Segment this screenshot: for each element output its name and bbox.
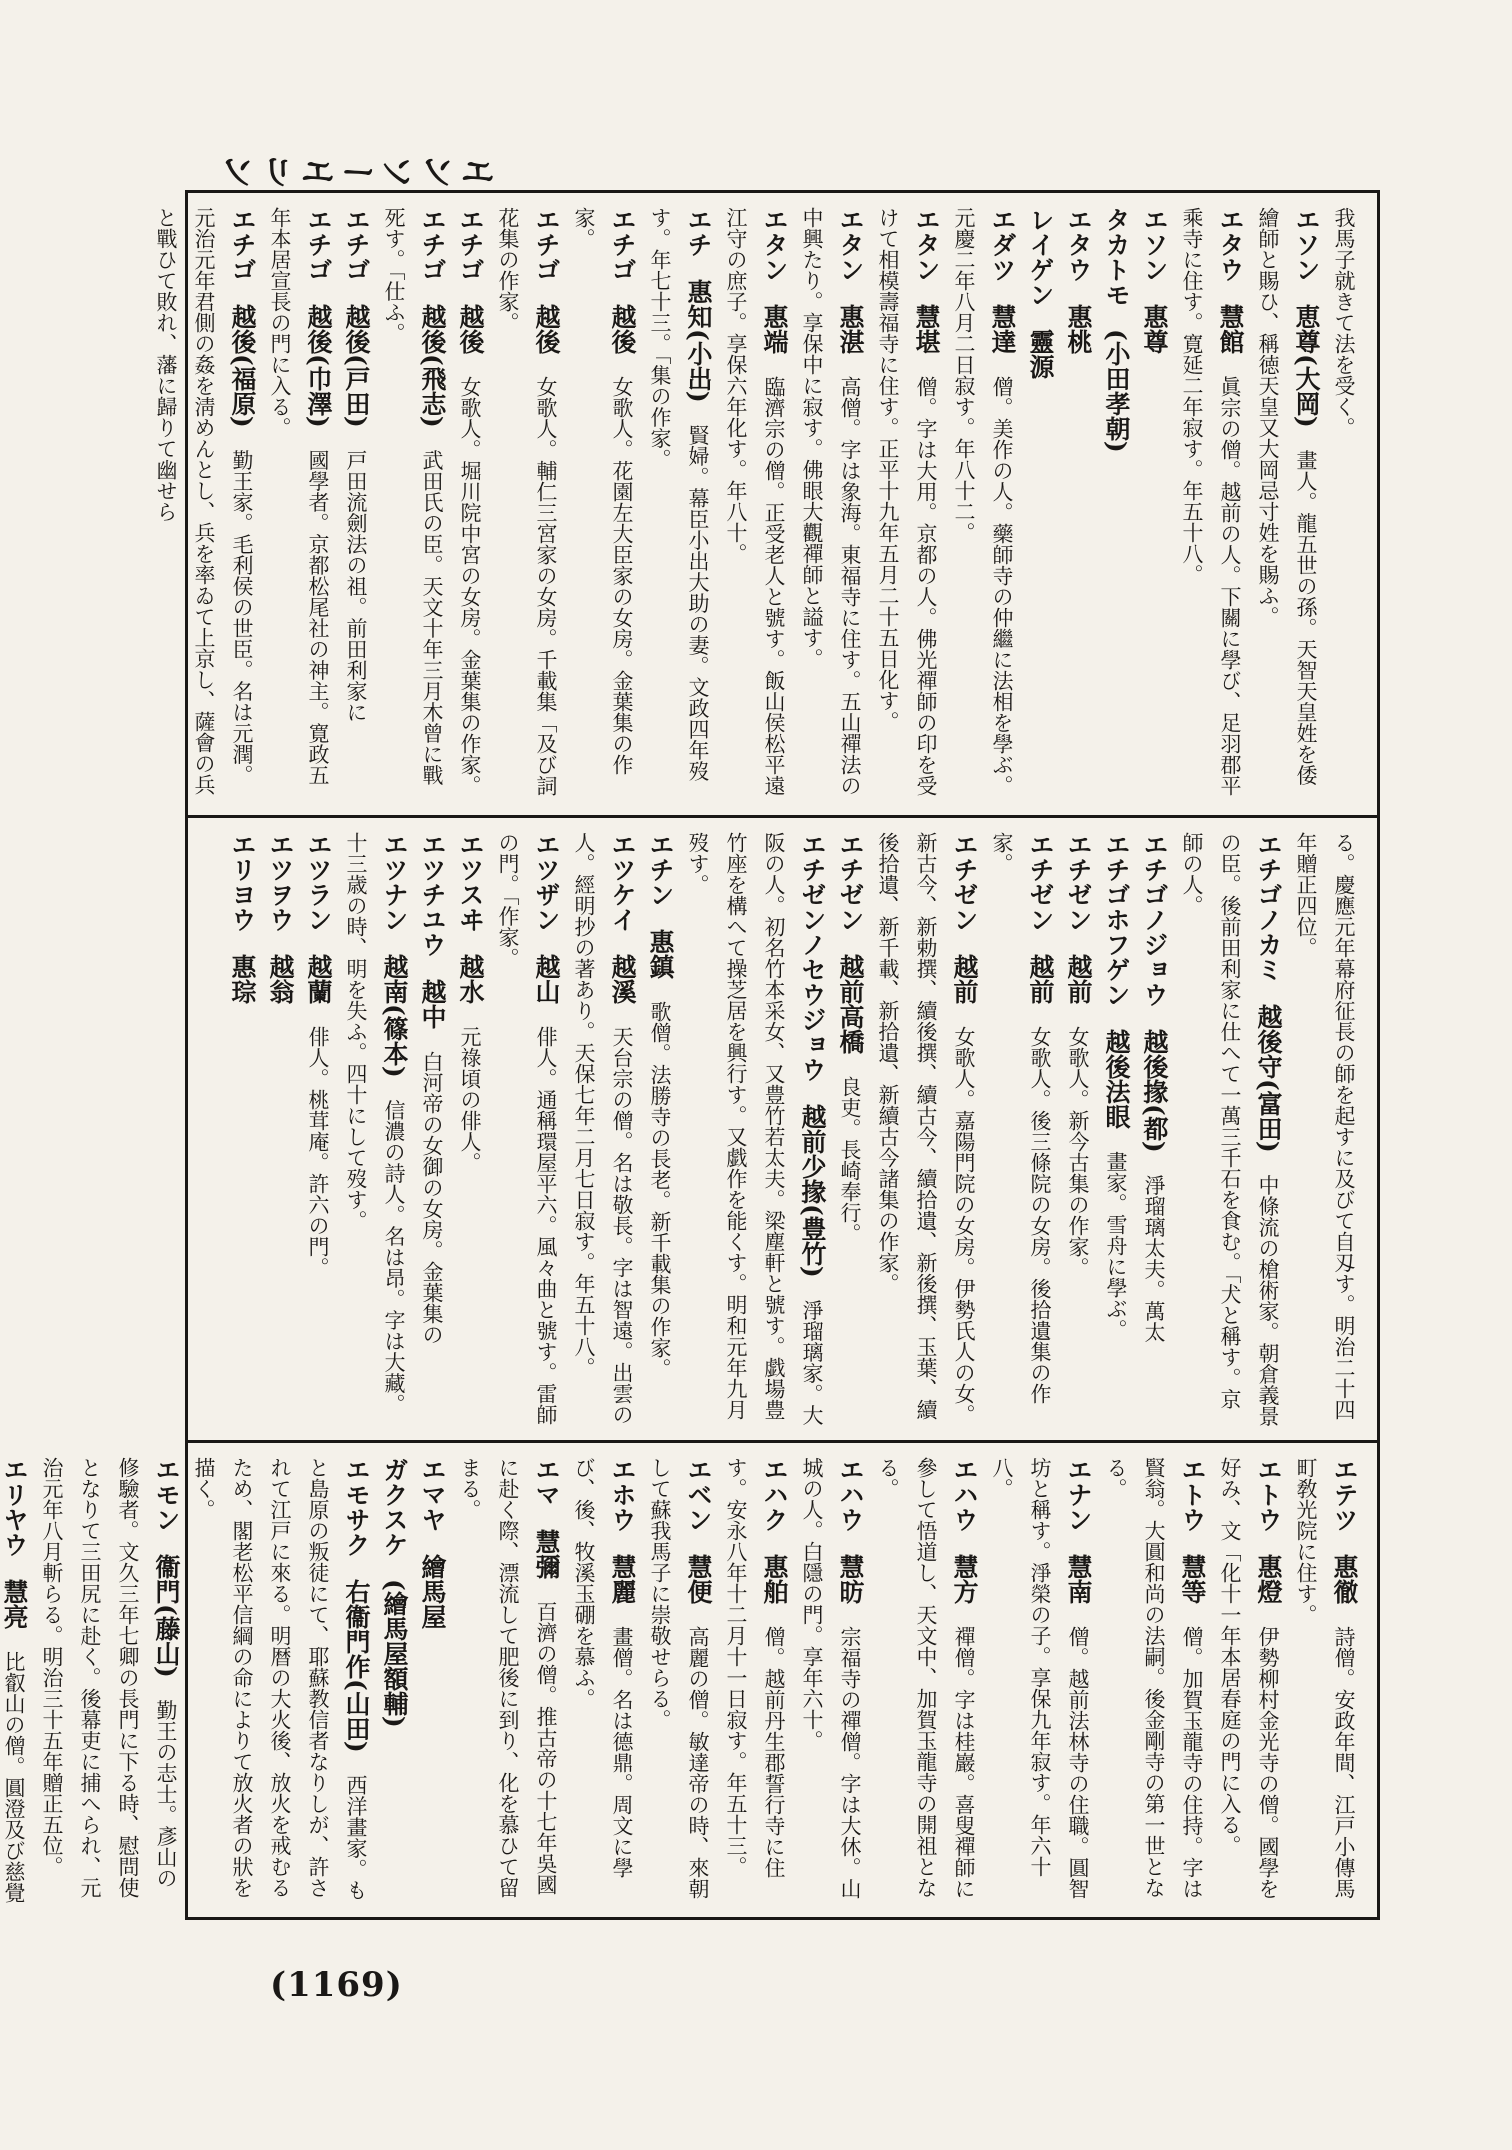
entry-headword: 繪馬屋 bbox=[418, 1554, 447, 1629]
entry-headword: 惠燈 bbox=[1254, 1554, 1283, 1604]
entry-headword: 慧昉 bbox=[836, 1554, 865, 1604]
dictionary-entry bbox=[1059, 207, 1097, 805]
entry-definition: 勤王の志士。彥山の修驗者。文久三年七卿の長門に下る時、慰問使となりて三田尻に赴く。後幕吏に捕へられ、元治元年八月斬らる。明治三十五年贈正五位。 bbox=[40, 1457, 178, 1898]
entry-headword: 越後 bbox=[532, 304, 561, 354]
entry-reading: エチゴ bbox=[456, 207, 485, 282]
running-head: エソンーエリソ bbox=[215, 153, 495, 193]
entry-headword: 越後(飛志) bbox=[418, 304, 447, 428]
entry-reading: エナン bbox=[1064, 1457, 1093, 1532]
entry-definition: 賢婦。幕臣小出大助の妻。文政四年歿す。年七十三。「集の作家。 bbox=[648, 207, 710, 782]
dictionary-entry bbox=[1211, 1457, 1287, 1908]
band-top bbox=[154, 193, 1377, 818]
dictionary-entry bbox=[451, 207, 489, 805]
entry-definition: 比叡山の僧。圓澄及び慈覺 bbox=[2, 1651, 26, 1903]
entry-definition: 僧。美作の人。藥師寺の仲繼に法相を學ぶ。元慶二年八月二日寂す。年八十二。 bbox=[952, 207, 1014, 796]
entry-reading: エツナン bbox=[380, 832, 409, 932]
entry-headword: 恵尊(大岡) bbox=[1292, 304, 1321, 428]
entry-reading: エマ bbox=[532, 1457, 561, 1507]
entry-reading: エホウ bbox=[608, 1457, 637, 1532]
dictionary-entry bbox=[641, 207, 717, 805]
entry-reading: エチゼン bbox=[1026, 832, 1055, 932]
entry-reading: ガクスケ bbox=[380, 1457, 409, 1557]
entry-reading: エダツ bbox=[988, 207, 1017, 282]
entry-headword: (小田孝朝) bbox=[1102, 329, 1131, 453]
entry-headword: 慧麗 bbox=[608, 1554, 637, 1604]
entry-headword: 惠湛 bbox=[836, 304, 865, 354]
entry-headword: 慧亮 bbox=[0, 1579, 29, 1629]
entry-definition: 高麗の僧。敏達帝の時、來朝して蘇我馬子に崇敬せらる。 bbox=[648, 1457, 710, 1899]
entry-headword: 越南(篠本) bbox=[380, 954, 409, 1078]
entry-definition: 僧。字は大用。京都の人。佛光禪師の印を受けて相模壽福寺に住す。正平十九年五月二十五日化す。 bbox=[876, 207, 938, 796]
entry-headword: 越後掾(都) bbox=[1140, 1029, 1169, 1153]
entry-definition: 女歌人。新今古集の作家。 bbox=[1066, 1026, 1090, 1278]
entry-definition: 良吏。長崎奉行。 bbox=[838, 1076, 862, 1244]
dictionary-entry bbox=[489, 832, 565, 1430]
entry-definition: 宗福寺の禪僧。字は大休。山城の人。白隱の門。享年六十。 bbox=[800, 1457, 862, 1899]
entry-reading: エハウ bbox=[836, 1457, 865, 1532]
entry-reading: エハク bbox=[760, 1457, 789, 1532]
entry-headword: 惠尊 bbox=[1140, 304, 1169, 354]
entry-headword: 越前少掾(豊竹) bbox=[798, 1104, 827, 1278]
dictionary-entry bbox=[375, 207, 451, 805]
dictionary-entry bbox=[1097, 832, 1135, 1430]
entry-headword: 惠知(小出) bbox=[684, 279, 713, 403]
dictionary-entry bbox=[1325, 207, 1363, 805]
entry-headword: 慧便 bbox=[684, 1554, 713, 1604]
entry-headword: 慧達 bbox=[988, 304, 1017, 354]
entry-definition: 僧。越前丹生郡誓行寺に住す。安永八年十二月十一日寂す。年五十三。 bbox=[724, 1457, 786, 1878]
entry-reading: エタン bbox=[760, 207, 789, 282]
entry-headword: 惠舶 bbox=[760, 1554, 789, 1604]
dictionary-entry bbox=[337, 207, 375, 805]
entry-reading: エチゴ bbox=[608, 207, 637, 282]
entry-definition: 伊勢柳村金光寺の僧。國學を好み、文「化十一年本居春庭の門に入る。 bbox=[1218, 1457, 1280, 1899]
entry-reading: エチゴ bbox=[418, 207, 447, 282]
entry-headword: 越翁 bbox=[266, 954, 295, 1004]
entry-headword: 慧南 bbox=[1064, 1554, 1093, 1604]
entry-definition: 詩僧。安政年間、江戸小傳馬町敎光院に住す。 bbox=[1294, 1457, 1356, 1899]
dictionary-entry bbox=[375, 1457, 413, 1908]
entry-reading: エチゴ bbox=[304, 207, 333, 282]
dictionary-entry bbox=[793, 1457, 869, 1908]
entry-reading: エタウ bbox=[1064, 207, 1093, 282]
entry-headword: 越後 bbox=[456, 304, 485, 354]
entry-reading: エトウ bbox=[1178, 1457, 1207, 1532]
entry-headword: 衞門(藤山) bbox=[152, 1554, 181, 1678]
dictionary-entry bbox=[185, 1457, 375, 1908]
dictionary-entry bbox=[641, 1457, 717, 1908]
entry-headword: 越蘭 bbox=[304, 954, 333, 1004]
entry-definition: 我馬子就きて法を受く。 bbox=[1332, 207, 1356, 438]
band-middle bbox=[188, 818, 1377, 1443]
entry-headword: 慧館 bbox=[1216, 304, 1245, 354]
entry-definition: 信濃の詩人。名は昂。字は大藏。十三歳の時、明を失ふ。四十にして歿す。 bbox=[344, 832, 406, 1415]
entry-definition: 女歌人。嘉陽門院の女房。伊勢氏人の女。新古今、新勅撰、續後撰、續古今、續拾遺、新後撰、玉葉、續後拾遺、新千載、新拾遺、新續古今諸集の作家。 bbox=[876, 832, 976, 1425]
entry-definition: 畫人。龍五世の孫。天智天皇姓を倭繪師と賜ひ、稱徳天皇又大岡忌寸姓を賜ふ。 bbox=[1256, 207, 1318, 786]
entry-reading: エチゴホフゲン bbox=[1102, 832, 1131, 1007]
dictionary-entry bbox=[717, 207, 793, 805]
entry-reading: エチゴ bbox=[342, 207, 371, 282]
entry-headword: 惠桃 bbox=[1064, 304, 1093, 354]
dictionary-entry bbox=[1135, 832, 1173, 1430]
entry-headword: 惠鎮 bbox=[646, 929, 675, 979]
entry-headword: 越前 bbox=[1026, 954, 1055, 1004]
entry-headword: 越後(福原) bbox=[228, 304, 257, 428]
entry-reading: エトウ bbox=[1254, 1457, 1283, 1532]
entry-definition: 僧。加賀玉龍寺の住持。字は賢翁。大圓和尚の法嗣。後金剛寺の第一世となる。 bbox=[1104, 1457, 1204, 1899]
entry-definition: 國學者。京都松尾社の神主。寛政五年本居宣長の門に入る。 bbox=[268, 207, 330, 786]
entry-reading: エチン bbox=[646, 832, 675, 907]
entry-reading: エチゼン bbox=[836, 832, 865, 932]
entry-definition: 臨濟宗の僧。正受老人と號す。飯山侯松平遠江守の庶子。享保六年化す。年八十。 bbox=[724, 207, 786, 796]
dictionary-entry bbox=[1059, 832, 1097, 1430]
entry-definition: 西洋畫家。もと島原の叛徒にて、耶蘇教信者なりしが、許されて江戸に來る。明暦の大火後、放火を戒むるため、閣老松平信綱の命によりて放火者の狀を描く。 bbox=[192, 1457, 368, 1901]
entry-definition: 女歌人。花園左大臣家の女房。金葉集の作家。 bbox=[572, 207, 634, 775]
entry-headword: 慧彌 bbox=[532, 1529, 561, 1579]
entry-reading: エツチユウ bbox=[418, 832, 447, 957]
dictionary-entry bbox=[945, 207, 1021, 805]
dictionary-entry bbox=[223, 832, 261, 1430]
entry-headword: 越前 bbox=[1064, 954, 1093, 1004]
entry-headword: 慧等 bbox=[1178, 1554, 1207, 1604]
dictionary-entry bbox=[261, 207, 337, 805]
entry-headword: 越後(巾澤) bbox=[304, 304, 333, 428]
entry-headword: 越後(戸田) bbox=[342, 304, 371, 428]
entry-definition: 中條流の槍術家。朝倉義景の臣。後前田利家に仕へて一萬三千石を食む。「犬と稱す。京師の人。 bbox=[1180, 832, 1280, 1427]
dictionary-entry bbox=[1287, 832, 1363, 1430]
dictionary-entry bbox=[451, 832, 489, 1430]
entry-definition: 淨瑠璃家。大阪の人。初名竹本采女、又豊竹若太夫。梁塵軒と號す。戯場豊竹座を構へて操芝居を興行す。又戯作を能くす。明和元年九月歿す。 bbox=[686, 832, 824, 1426]
dictionary-entry bbox=[679, 832, 831, 1430]
dictionary-entry bbox=[565, 207, 641, 805]
entry-reading: エチゴノカミ bbox=[1254, 832, 1283, 982]
entry-definition: 畫家。雪舟に學ぶ。 bbox=[1104, 1151, 1128, 1340]
entry-definition: 眞宗の僧。越前の人。下關に學び、足羽郡平乘寺に住す。寛延二年寂す。年五十八。 bbox=[1180, 207, 1242, 796]
entry-reading: エチゴ bbox=[228, 207, 257, 282]
dictionary-entry bbox=[261, 832, 299, 1430]
dictionary-entry bbox=[983, 1457, 1097, 1908]
dictionary-entry bbox=[299, 832, 337, 1430]
entry-definition: 禪僧。字は桂巖。喜叟禪師に參して悟道し、天文中、加賀玉龍寺の開祖となる。 bbox=[876, 1457, 976, 1899]
entry-reading: エソン bbox=[1140, 207, 1169, 282]
dictionary-entry bbox=[565, 832, 641, 1430]
entry-headword: 越後 bbox=[608, 304, 637, 354]
entry-reading: エテツ bbox=[1330, 1457, 1359, 1532]
dictionary-entry bbox=[1173, 207, 1249, 805]
entry-reading: エチゼン bbox=[950, 832, 979, 932]
entry-headword: 越前高橋 bbox=[836, 954, 865, 1054]
dictionary-entry bbox=[413, 1457, 451, 1908]
text-frame bbox=[0, 190, 1380, 1920]
entry-headword: 越水 bbox=[456, 954, 485, 1004]
entry-reading: エタン bbox=[836, 207, 865, 282]
entry-reading: エチ bbox=[684, 207, 713, 257]
entry-definition: 俳人。桃茸庵。許六の門。 bbox=[306, 1026, 330, 1278]
entry-reading: エマヤ bbox=[418, 1457, 447, 1532]
entry-definition: 歌僧。法勝寺の長老。新千載集の作家。 bbox=[648, 1001, 672, 1379]
entry-headword: 越溪 bbox=[608, 954, 637, 1004]
entry-headword: 慧方 bbox=[950, 1554, 979, 1604]
dictionary-entry bbox=[1135, 207, 1173, 805]
dictionary-entry bbox=[1287, 1457, 1363, 1908]
entry-headword: 越後守(富田) bbox=[1254, 1004, 1283, 1153]
dictionary-entry bbox=[1021, 207, 1059, 805]
dictionary-entry bbox=[147, 207, 261, 805]
entry-definition: 元祿頃の俳人。 bbox=[458, 1026, 482, 1173]
entry-reading: エリヤウ bbox=[0, 1457, 29, 1557]
dictionary-entry bbox=[869, 207, 945, 805]
dictionary-entry bbox=[641, 832, 679, 1430]
dictionary-entry bbox=[489, 207, 565, 805]
dictionary-entry bbox=[1173, 832, 1287, 1430]
entry-definition: 女歌人。輔仁三宮家の女房。千載集「及び詞花集の作家。 bbox=[496, 207, 558, 796]
dictionary-entry bbox=[831, 832, 869, 1430]
dictionary-entry bbox=[1097, 1457, 1211, 1908]
entry-definition: 勤王家。毛利侯の世臣。名は元潤。元治元年君側の姦を淸めんとし、兵を率ゐて上京し、薩會の兵と戰ひて敗れ、藩に歸りて幽せら bbox=[154, 207, 254, 795]
entry-reading: エチゴ bbox=[532, 207, 561, 282]
dictionary-entry bbox=[1249, 207, 1325, 805]
entry-reading: エチゼン bbox=[1064, 832, 1093, 932]
entry-reading: エツヲウ bbox=[266, 832, 295, 932]
dictionary-entry bbox=[413, 832, 451, 1430]
entry-headword: 惠端 bbox=[760, 304, 789, 354]
entry-reading: エチゴノジョウ bbox=[1140, 832, 1169, 1007]
dictionary-entry bbox=[0, 1457, 33, 1908]
entry-headword: 右衞門作(山田) bbox=[342, 1579, 371, 1753]
entry-definition: 淨瑠璃太夫。萬太 bbox=[1142, 1174, 1166, 1343]
entry-definition: 高僧。字は象海。東福寺に住す。五山禪法の中興たり。享保中に寂す。佛眼大觀禪師と謚す。 bbox=[800, 207, 862, 796]
dictionary-entry bbox=[337, 832, 413, 1430]
entry-reading: エモン bbox=[152, 1457, 181, 1532]
entry-definition: 戸田流劍法の祖。前田利家に bbox=[344, 449, 368, 723]
entry-reading: エリヨウ bbox=[228, 832, 257, 932]
entry-headword: 慧堪 bbox=[912, 304, 941, 354]
entry-definition: 武田氏の臣。天文十年三月木曾に戰死す。「仕ふ。 bbox=[382, 207, 444, 786]
dictionary-entry bbox=[33, 1457, 185, 1908]
entry-reading: エツケイ bbox=[608, 832, 637, 932]
entry-definition: 女歌人。後三條院の女房。後拾遺集の作家。 bbox=[990, 832, 1052, 1404]
entry-headword: 越後法眼 bbox=[1102, 1029, 1131, 1129]
entry-reading: エハウ bbox=[950, 1457, 979, 1532]
entry-reading: エモサク bbox=[342, 1457, 371, 1557]
entry-definition: 僧。越前法林寺の住職。圓智坊と稱す。淨榮の子。享保九年寂す。年六十八。 bbox=[990, 1457, 1090, 1899]
entry-reading: エツスヰ bbox=[456, 832, 485, 932]
entry-reading: レイゲン bbox=[1026, 207, 1055, 307]
dictionary-entry bbox=[717, 1457, 793, 1908]
entry-reading: エチゼンノセウジョウ bbox=[798, 832, 827, 1082]
entry-reading: エタウ bbox=[1216, 207, 1245, 282]
entry-definition: 天台宗の僧。名は敬長。字は智遠。出雲の人。經明抄の著あり。天保七年二月七日寂す。年五十八。 bbox=[572, 832, 634, 1425]
entry-reading: エベン bbox=[684, 1457, 713, 1532]
entry-headword: 越前 bbox=[950, 954, 979, 1004]
entry-definition: る。慶應元年幕府征長の師を起すに及びて自刄す。明治二十四年贈正四位。 bbox=[1294, 832, 1356, 1420]
entry-reading: エタン bbox=[912, 207, 941, 282]
page-number: (1169) bbox=[270, 1965, 403, 2005]
dictionary-entry bbox=[1097, 207, 1135, 805]
entry-headword: 越山 bbox=[532, 954, 561, 1004]
entry-headword: 惠徹 bbox=[1330, 1554, 1359, 1604]
entry-reading: エツザン bbox=[532, 832, 561, 932]
dictionary-entry bbox=[565, 1457, 641, 1908]
dictionary-entry bbox=[451, 1457, 565, 1908]
band-bottom bbox=[0, 1443, 1377, 1918]
dictionary-entry bbox=[793, 207, 869, 805]
entry-reading: エツラン bbox=[304, 832, 333, 932]
entry-definition: 畫僧。名は德鼎。周文に學び、後、牧溪玉硼を慕ふ。 bbox=[572, 1457, 634, 1878]
entry-definition: 百濟の僧。推古帝の十七年吳國に赴く際、漂流して肥後に到り、化を慕ひて留まる。 bbox=[458, 1457, 558, 1898]
dictionary-entry bbox=[869, 832, 983, 1430]
entry-definition: 女歌人。堀川院中宮の女房。金葉集の作家。 bbox=[458, 376, 482, 796]
entry-headword: 惠琮 bbox=[228, 954, 257, 1004]
entry-definition: 白河帝の女御の女房。金葉集の bbox=[420, 1051, 444, 1345]
entry-headword: (繪馬屋額輔) bbox=[380, 1579, 409, 1728]
entry-headword: 靈源 bbox=[1026, 329, 1055, 379]
dictionary-entry bbox=[983, 832, 1059, 1430]
entry-reading: タカトモ bbox=[1102, 207, 1131, 307]
dictionary-entry bbox=[869, 1457, 983, 1908]
entry-definition: 俳人。通稱環屋平六。風々曲と號す。雷師の門。「作家。 bbox=[496, 832, 558, 1425]
entry-headword: 越中 bbox=[418, 979, 447, 1029]
entry-reading: エソン bbox=[1292, 207, 1321, 282]
